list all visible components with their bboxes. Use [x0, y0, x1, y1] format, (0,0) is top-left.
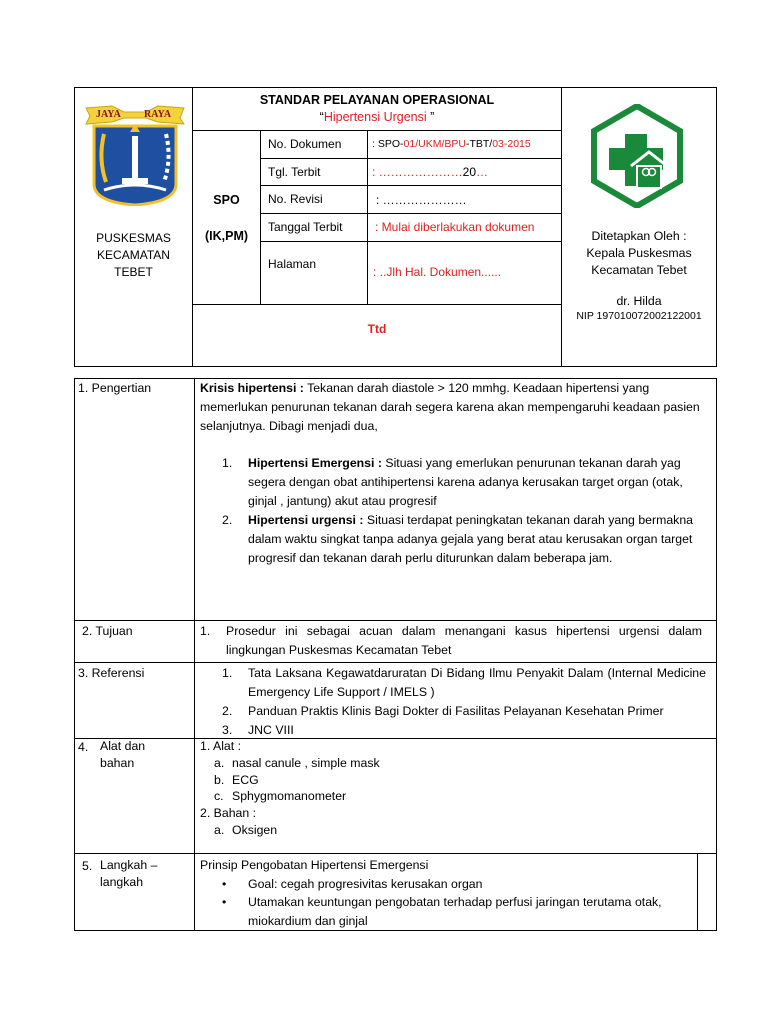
org-name-line-1: PUSKESMAS [96, 231, 171, 245]
bahan-heading: 2. Bahan : [200, 806, 257, 821]
pengertian-item-1-text: Situasi yang emerlukan penurunan tekanan darah yag segera dengan obat antihipertensi karena adanya kerusakan target organ (otak, ginjal , jantung) akut atau progresif [248, 456, 683, 508]
signature: Ttd [367, 322, 387, 336]
langkah-bullet-2 [222, 893, 692, 930]
subtitle-quote-open: “ [319, 110, 324, 124]
tanggal-terbit-value: : Mulai diberlakukan dokumen [375, 220, 535, 234]
section-label-alat-line-2: bahan [100, 756, 135, 770]
tujuan-item-1-num: 1. [200, 624, 211, 638]
org-name [75, 230, 192, 281]
alat-item-a [214, 755, 700, 772]
referensi-item-2-text: Panduan Praktis Klinis Bagi Dokter di Fasilitas Pelayanan Kesehatan Primer [248, 704, 664, 718]
issue-date-value [372, 165, 488, 179]
page-label: Halaman [268, 257, 317, 271]
tujuan-item-1-text: Prosedur ini sebagai acuan dalam menangani kasus hipertensi urgensi dalam lingkungan Puskesmas Kecamatan Tebet [226, 624, 702, 657]
approver-name: dr. Hilda [616, 294, 662, 308]
doc-no-label: No. Dokumen [268, 137, 342, 151]
approved-by-label: Ditetapkan Oleh : [591, 229, 687, 243]
emblem-banner-left: JAYA [96, 109, 121, 120]
tujuan-item-1 [200, 622, 702, 660]
section-label-langkah-line-1: Langkah – [100, 858, 158, 872]
section-label-alat [100, 738, 145, 772]
approval-block [562, 228, 716, 310]
doc-no-red-2: 03-2015 [492, 138, 531, 150]
puskesmas-logo [585, 104, 689, 208]
section-label-pengertian: 1. Pengertian [78, 381, 152, 395]
bahan-item-a [214, 822, 700, 839]
alat-item-b-num: b. [214, 772, 225, 787]
section-label-alat-num: 4. [78, 740, 89, 754]
referensi-item-2 [222, 702, 706, 721]
referensi-item-1 [222, 664, 706, 702]
bahan-item-a-text: Oksigen [232, 822, 278, 837]
approver-title-1: Kepala Puskesmas [586, 246, 692, 260]
doc-no-mid: -TBT/ [465, 138, 493, 150]
page-title: STANDAR PELAYANAN OPERASIONAL [259, 93, 495, 107]
referensi-item-1-num: 1. [222, 666, 233, 680]
referensi-item-1-text: Tata Laksana Kegawatdaruratan Di Bidang Ilmu Penyakit Dalam (Internal Medicine Emergency Life Support / IMELS ) [248, 666, 706, 699]
alat-item-a-text: nasal canule , simple mask [232, 755, 380, 770]
section-label-alat-line-1: Alat dan [100, 739, 146, 753]
doc-no-red-1: 01/UKM/BPU [403, 138, 466, 150]
page-subtitle [193, 109, 561, 126]
page-value: : ..Jlh Hal. Dokumen...... [373, 265, 502, 279]
issue-date-dots: : ………………… [372, 165, 463, 179]
pengertian-item-1-num: 1. [222, 456, 233, 470]
pengertian-content [200, 379, 705, 568]
revision-label: No. Revisi [268, 192, 323, 206]
section-label-langkah [100, 857, 157, 891]
doc-no-prefix: : SPO- [372, 138, 404, 150]
alat-item-c [214, 788, 700, 805]
pengertian-intro-text: Tekanan darah diastole > 120 mmhg. Keadaan hipertensi yang memerlukan penurunan tekanan darah segera karena akan mempengaruhi keadaan pasien selanjutnya. Dibagi menjadi dua, [200, 381, 700, 433]
jaya-raya-emblem [84, 104, 186, 206]
approver-title-2: Kecamatan Tebet [591, 263, 687, 277]
bahan-item-a-num: a. [214, 822, 225, 837]
issue-date-year: 20 [462, 165, 477, 179]
langkah-bullet-1-text: Goal: cegah progresivitas kerusakan organ [248, 876, 483, 891]
alat-heading: 1. Alat : [200, 739, 242, 753]
langkah-heading: Prinsip Pengobatan Hipertensi Emergensi [200, 858, 429, 872]
org-name-line-2: KECAMATAN [97, 248, 170, 262]
bullet-dot-icon: • [222, 876, 227, 891]
pengertian-intro-bold: Krisis hipertensi : [200, 381, 304, 395]
tujuan-content [200, 622, 702, 660]
spo-sub-label: (IK,PM) [204, 229, 249, 243]
alat-item-b-text: ECG [232, 772, 259, 787]
pengertian-item-2 [222, 511, 705, 568]
section-label-referensi: 3. Referensi [78, 666, 145, 680]
langkah-bullet-1 [222, 875, 692, 894]
alat-item-b [214, 772, 700, 789]
alat-item-c-text: Sphygmomanometer [232, 789, 347, 804]
referensi-item-3-num: 3. [222, 723, 233, 737]
langkah-content [200, 856, 692, 930]
alat-item-c-num: c. [214, 789, 224, 804]
bullet-dot-icon: • [222, 895, 227, 909]
pengertian-item-1 [222, 454, 705, 511]
langkah-bullet-2-text: Utamakan keuntungan pengobatan terhadap perfusi jaringan terutama otak, miokardium dan ginjal [248, 895, 662, 928]
tanggal-terbit-label: Tanggal Terbit [268, 220, 343, 234]
pengertian-item-2-bold: Hipertensi urgensi : [248, 513, 364, 527]
issue-date-tail: … [476, 165, 489, 179]
subtitle-quote-close: ” [426, 110, 435, 124]
spo-label: SPO [213, 193, 240, 207]
doc-no-value [372, 138, 531, 150]
org-name-line-3: TEBET [114, 265, 153, 279]
emblem-banner-right: RAYA [144, 109, 172, 120]
referensi-content [222, 664, 706, 740]
referensi-item-3-text: JNC VIII [248, 723, 294, 737]
section-label-tujuan: 2. Tujuan [82, 624, 133, 638]
alat-content [200, 738, 700, 839]
pengertian-item-1-bold: Hipertensi Emergensi : [248, 456, 382, 470]
pengertian-intro [200, 379, 705, 436]
issue-date-label: Tgl. Terbit [268, 165, 321, 179]
approver-nip: NIP 197010072002122001 [576, 310, 702, 322]
subtitle-text: Hipertensi Urgensi [323, 110, 427, 124]
pengertian-item-2-text: Situasi terdapat peningkatan tekanan darah yang bermakna dalam waktu singkat tanpa adanya gejala yang berat atau kerusakan organ target progresif dan tekanan darah perlu diturunkan dalam beberapa jam. [248, 513, 693, 565]
section-label-langkah-line-2: langkah [100, 875, 144, 889]
section-label-langkah-num: 5. [82, 859, 93, 873]
referensi-item-2-num: 2. [222, 704, 233, 718]
alat-item-a-num: a. [214, 755, 225, 770]
pengertian-item-2-num: 2. [222, 513, 233, 527]
revision-value: : ………………… [376, 193, 467, 207]
